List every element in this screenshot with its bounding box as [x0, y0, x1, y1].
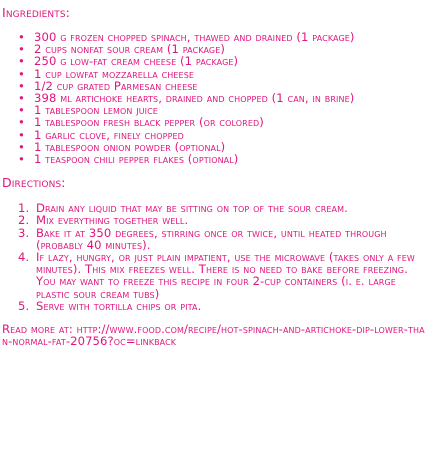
step-number: 4. [18, 250, 30, 265]
ingredient-text: 1/2 cup grated Parmesan cheese [34, 78, 198, 93]
ingredient-text: 1 cup lowfat mozzarella cheese [34, 66, 195, 81]
direction-text: Bake it at 350 degrees, stirring once or twice, until heated through (probably 40 minutes). [36, 225, 387, 252]
bullet-icon: • [18, 115, 25, 130]
read-more-link[interactable]: Read more at: http://www.food.com/recipe/hot-spinach-and-artichoke-dip-lower-than-normal-fat-20756?oc=linkback [2, 322, 425, 349]
step-number: 3. [18, 225, 30, 240]
direction-text: If lazy, hungry, or just plain impatient, use the microwave (takes only a few minutes). This mix freezes well. There is no need to bake before freezing. You may want to freeze this recipe in four 2-cup containers (i. e. large plastic sour cream tubs) [36, 250, 415, 301]
bullet-icon: • [18, 66, 25, 81]
ingredient-text: 1 tablespoon fresh black pepper (or colored) [34, 115, 264, 130]
ingredient-text: 1 tablespoon onion powder (optional) [34, 139, 226, 154]
direction-text: Serve with tortilla chips or pita. [36, 298, 202, 313]
bullet-icon: • [18, 91, 25, 106]
ingredients-heading: Ingredients: [2, 5, 71, 20]
ingredient-text: 398 ml artichoke hearts, drained and chopped (1 can, in brine) [34, 91, 355, 106]
ingredient-text: 1 garlic clove, finely chopped [34, 127, 184, 142]
step-number: 2. [18, 213, 30, 228]
bullet-icon: • [18, 103, 25, 118]
ingredients-list [0, 31, 432, 165]
list-item [0, 300, 432, 312]
bullet-icon: • [18, 42, 25, 57]
step-number: 1. [18, 201, 30, 216]
ingredient-text: 1 teaspoon chili pepper flakes (optional) [34, 152, 239, 167]
list-item [0, 153, 432, 165]
step-number: 5. [18, 298, 30, 313]
ingredient-text: 300 g frozen chopped spinach, thawed and drained (1 package) [34, 30, 355, 44]
bullet-icon: • [18, 78, 25, 93]
ingredient-text: 1 tablespoon lemon juice [34, 103, 158, 118]
list-item [0, 227, 432, 251]
bullet-icon: • [18, 127, 25, 142]
ingredient-text: 2 cups nonfat sour cream (1 package) [34, 42, 226, 57]
directions-list [0, 202, 432, 312]
bullet-icon: • [18, 30, 25, 44]
ingredient-text: 250 g low-fat cream cheese (1 package) [34, 54, 239, 69]
direction-text: Mix everything together well. [36, 213, 189, 228]
directions-heading: Directions: [2, 175, 66, 191]
bullet-icon: • [18, 139, 25, 154]
bullet-icon: • [18, 54, 25, 69]
list-item [0, 251, 432, 300]
direction-text: Drain any liquid that may be sitting on top of the sour cream. [36, 201, 348, 216]
bullet-icon: • [18, 152, 25, 167]
